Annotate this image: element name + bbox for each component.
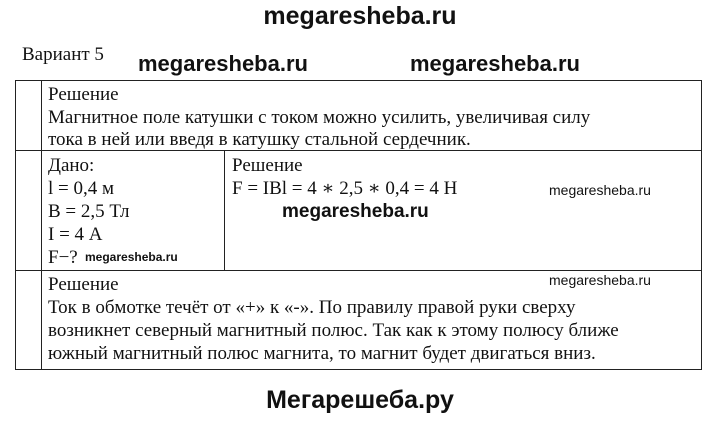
task2-formula: F = IBl = 4 ∗ 2,5 ∗ 0,4 = 4 Н [232, 178, 458, 199]
given-solution-divider [224, 150, 225, 270]
given-heading: Дано: [48, 155, 95, 176]
variant-title: Вариант 5 [22, 44, 104, 65]
site-footer[interactable]: Мегарешеба.ру [266, 386, 454, 414]
given-unknown-force: F−? [48, 247, 78, 268]
watermark: megaresheba.ru [282, 201, 429, 222]
task3-heading: Решение [48, 274, 119, 295]
table-border-bottom [15, 369, 702, 370]
task1-line: тока в ней или введя в катушку стальной сердечник. [48, 129, 471, 150]
table-border-left [15, 80, 16, 370]
watermark: megaresheba.ru [549, 272, 651, 288]
task1-heading: Решение [48, 84, 119, 105]
site-header[interactable]: megaresheba.ru [263, 2, 457, 30]
task3-line: южный магнитный полюс магнита, то магнит будет двигаться вниз. [48, 343, 596, 364]
given-induction: B = 2,5 Тл [48, 201, 130, 222]
table-border-top [15, 80, 702, 81]
task2-solution-heading: Решение [232, 155, 303, 176]
given-current: I = 4 А [48, 224, 103, 245]
watermark: megaresheba.ru [85, 250, 178, 264]
watermark: megaresheba.ru [549, 182, 651, 198]
table-row-divider [15, 270, 702, 271]
task1-line: Магнитное поле катушки с током можно усилить, увеличивая силу [48, 107, 591, 128]
given-length: l = 0,4 м [48, 178, 115, 199]
task3-line: возникнет северный магнитный полюс. Так как к этому полюсу ближе [48, 320, 619, 341]
task3-line: Ток в обмотке течёт от «+» к «-». По правилу правой руки сверху [48, 297, 576, 318]
watermark: megaresheba.ru [138, 51, 308, 76]
table-border-right [701, 80, 702, 370]
table-number-column-divider [41, 80, 42, 370]
watermark: megaresheba.ru [410, 51, 580, 76]
